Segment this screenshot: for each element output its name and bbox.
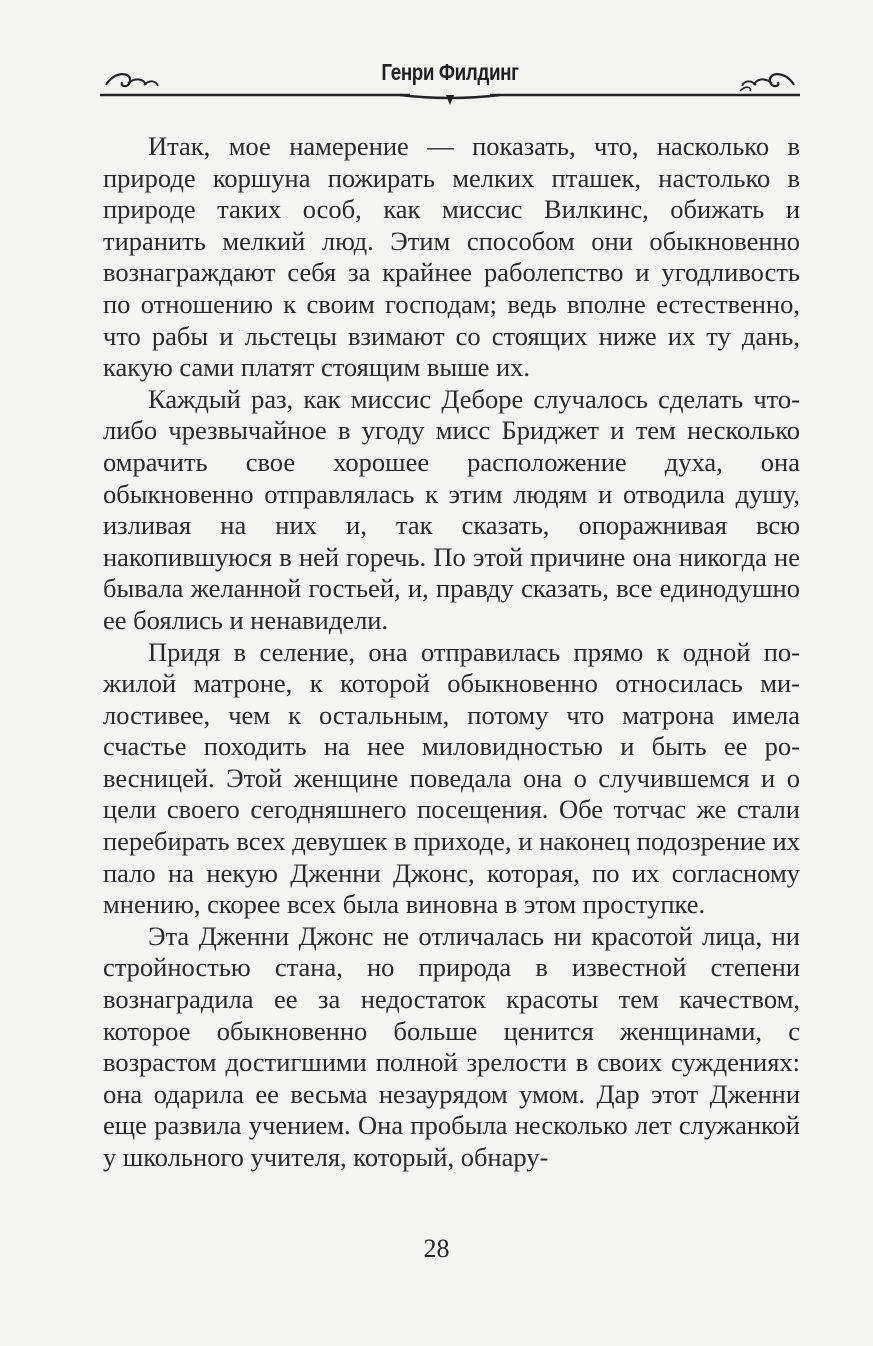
running-header	[100, 55, 800, 110]
running-title: Генри Филдинг	[381, 59, 519, 85]
paragraph: Придя в селение, она отправилась прямо к одной пожилой матроне, к которой обыкновенно относилась милостивее, чем к остальным, потому что матрона имела счастье походить на нее миловидностью и быть ее ровесницей. Этой женщине поведала она о случившемся и о цели своего сегодняшнего посещения. Обе тотчас же стали перебирать всех девушек в приходе, и наконец подозрение их пало на некую Дженни Джонс, которая, по их согласному мнению, скорее всех была виновна в этом проступке.	[103, 636, 800, 920]
page-number: 28	[423, 1234, 450, 1263]
paragraph: Каждый раз, как миссис Деборе случалось сделать что-либо чрезвычайное в угоду мисс Бриджет и тем несколько омрачить свое хорошее расположение духа, она обыкновенно отправлялась к этим людям и отводила душу, изливая на них и, так сказать, опоражнивая всю накопившуюся в ней горечь. По этой причине она никогда не бывала желанной гостьей, и, правду сказать, все единодушно ее боялись и ненавидели.	[103, 383, 800, 635]
paragraph: Итак, мое намерение — показать, что, насколько в природе коршуна пожирать мелких пташек, настолько в природе таких особ, как миссис Вилкинс, обижать и тиранить мелкий люд. Этим способом они обыкновенно вознаграждают себя за крайнее раболепство и угодливость по отношению к своим господам; ведь вполне естественно, что рабы и льстецы взимают со стоящих ниже их ту дань, какую сами платят стоящим выше их.	[103, 131, 800, 383]
body-text	[103, 131, 800, 1174]
paragraph: Эта Дженни Джонс не отличалась ни красотой лица, ни стройностью стана, но природа в известной степени вознаградила ее за недостаток красоты тем качеством, которое обыкновенно больше ценится женщинами, с возрастом достигшими полной зрелости в своих суждениях: она одарила ее весьма незаурядом умом. Дар этот Дженни еще развила учением. Она пробыла несколько лет служанкой у школьного учителя, который, обнару-	[103, 920, 800, 1172]
